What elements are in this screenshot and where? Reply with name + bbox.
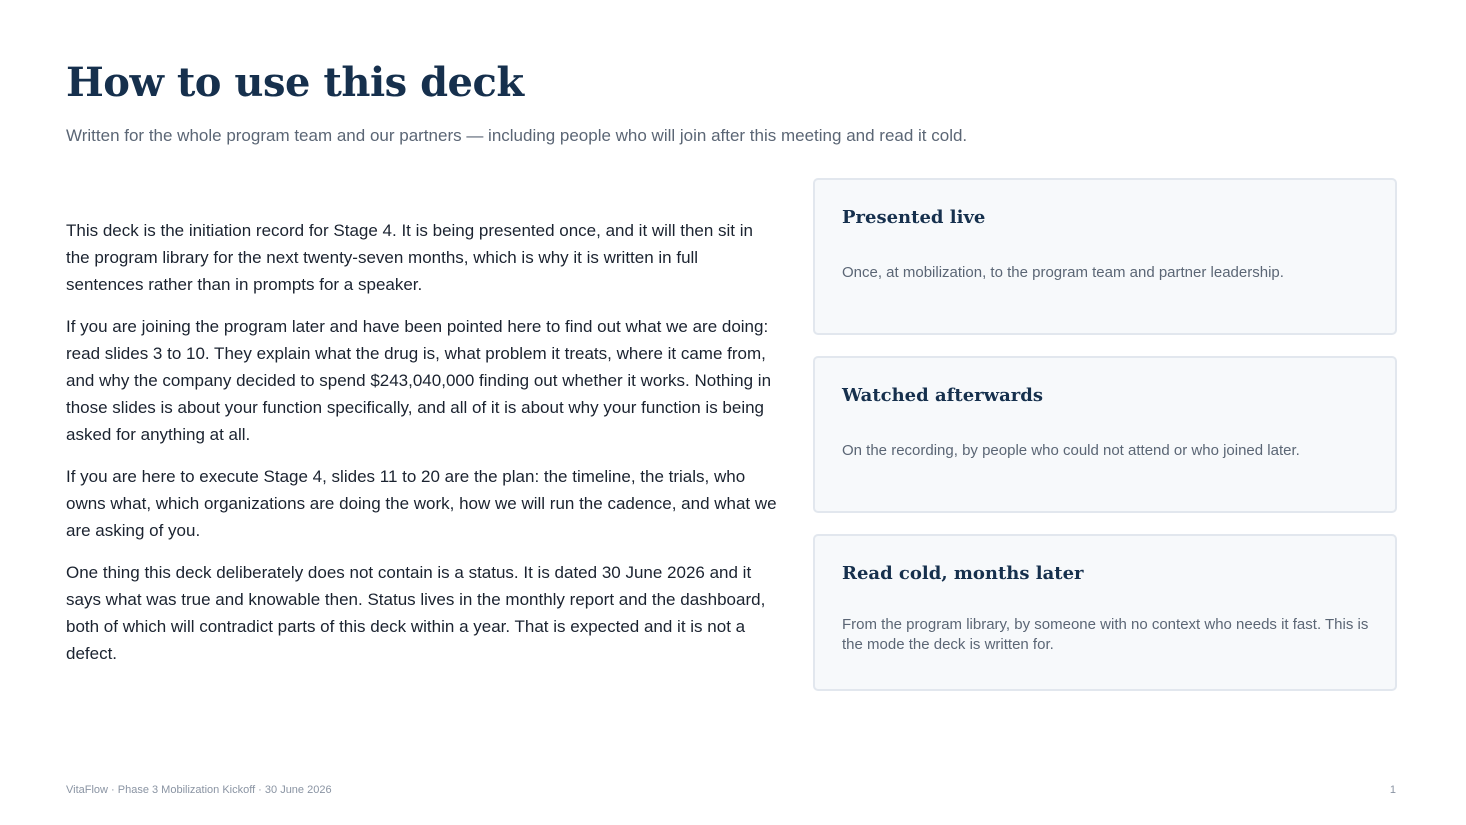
body-paragraph-2: If you are joining the program later and have been pointed here to find out what we are doing: read slides 3 to 10. They explain what the drug is, what problem it treats, where it came from, and why the company decided to spend $243,040,000 finding out whether it works. Nothing in those slides is about your function specifically, and all of it is about why your function is being asked for anything at all. xyxy=(66,317,772,444)
page-number: 1 xyxy=(1389,784,1396,796)
footer-text: VitaFlow · Phase 3 Mobilization Kickoff · 30 June 2026 xyxy=(66,784,332,796)
card-read-cold xyxy=(813,534,1397,691)
body-paragraph-3: If you are here to execute Stage 4, slides 11 to 20 are the plan: the timeline, the trials, who owns what, which organizations are doing the work, how we will run the cadence, and what we are asking of you. xyxy=(66,467,777,540)
page-title: How to use this deck xyxy=(66,59,524,106)
card-title: Watched afterwards xyxy=(842,385,1043,406)
card-text: On the recording, by people who could not attend or who joined later. xyxy=(842,442,1300,459)
page-subtitle: Written for the whole program team and our partners — including people who will join after this meeting and read it cold. xyxy=(66,126,968,145)
body-paragraph-1: This deck is the initiation record for Stage 4. It is being presented once, and it will then sit in the program library for the next twenty-seven months, which is why it is written in full sentences rather than in prompts for a speaker. xyxy=(66,221,753,294)
audience-cards xyxy=(813,178,1397,712)
body-paragraph-4: One thing this deck deliberately does not contain is a status. It is dated 30 June 2026 and it says what was true and knowable then. Status lives in the monthly report and the dashboard, both of which will contradict parts of this deck within a year. That is expected and it is not a defect. xyxy=(66,563,766,663)
card-title: Presented live xyxy=(842,207,986,228)
card-title: Read cold, months later xyxy=(842,563,1084,584)
card-text: From the program library, by someone with no context who needs it fast. This is the mode the deck is written for. xyxy=(842,616,1369,653)
card-presented-live xyxy=(813,178,1397,335)
body-text xyxy=(66,217,778,682)
card-text: Once, at mobilization, to the program team and partner leadership. xyxy=(842,264,1284,281)
card-watched-afterwards xyxy=(813,356,1397,513)
